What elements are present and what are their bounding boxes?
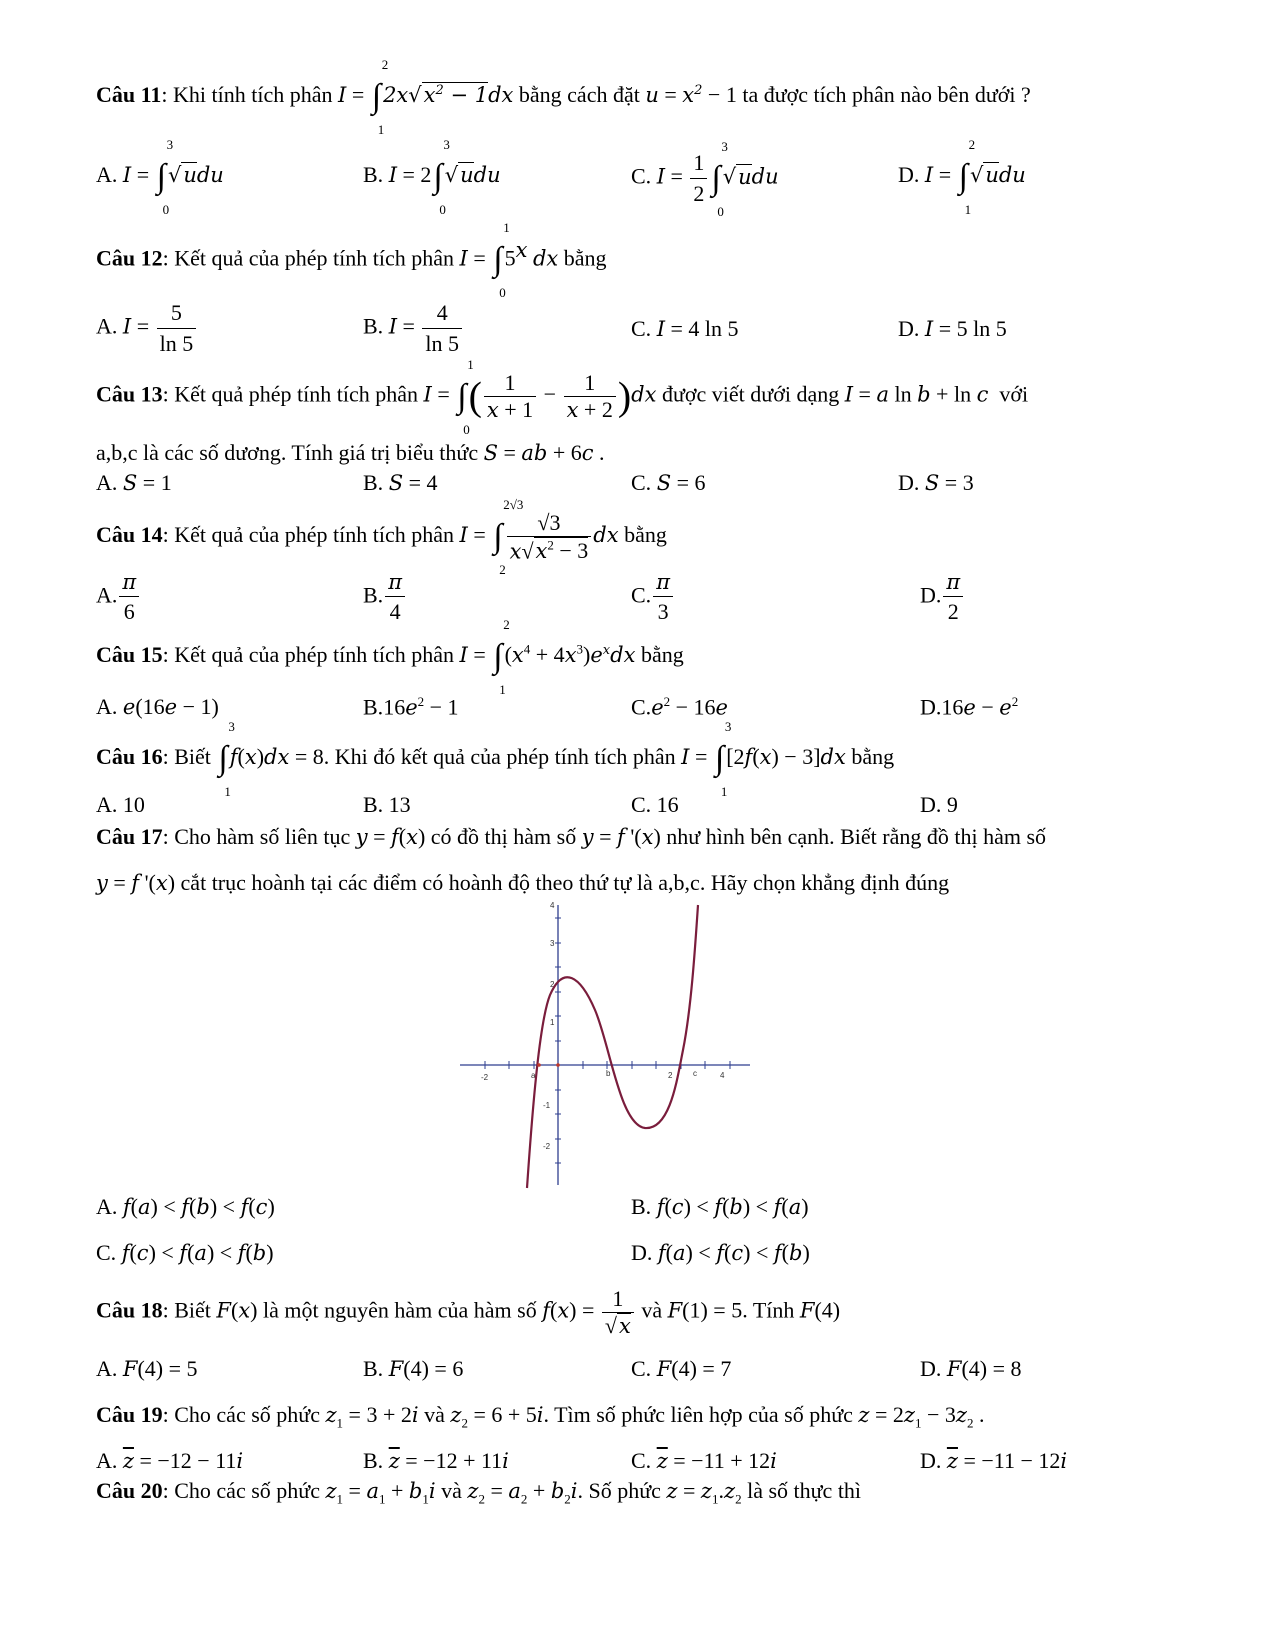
q16-stem: Câu 16: Biết ∫ 3 1 f(x)dx = 8. Khi đó kết quả của phép tính tích phân I = ∫ 3 1 [2f(x) − 3]dx bằng	[96, 719, 895, 799]
q13-option-a[interactable]: A. S = 1	[96, 470, 172, 495]
q18-option-d[interactable]: D. F(4) = 8	[920, 1356, 1022, 1381]
q16-option-a[interactable]: A. 10	[96, 792, 145, 817]
q19-option-d[interactable]: D. $\overline{z} = -11 - 12i$	[920, 1448, 1068, 1473]
q19-option-c[interactable]: C. $\overline{z} = -11 + 12i$	[631, 1448, 777, 1473]
graph-xtick-m2: -2	[481, 1073, 489, 1082]
q13-option-d[interactable]: D. S = 3	[898, 470, 974, 495]
q18-option-c[interactable]: C. F(4) = 7	[631, 1356, 732, 1381]
graph-ytick-m1: -1	[543, 1101, 551, 1110]
q19-option-b[interactable]: B. $\overline{z} = -12 + 11i$	[363, 1448, 509, 1473]
graph-ytick-3: 3	[550, 939, 555, 948]
q17-option-a[interactable]: A. f(a) < f(b) < f(c)	[96, 1194, 275, 1219]
q16-option-c[interactable]: C. 16	[631, 792, 679, 817]
q11-label: Câu 11	[96, 82, 162, 108]
graph-ytick-2: 2	[550, 980, 555, 989]
graph-xtick-4: 4	[720, 1071, 725, 1080]
q17-option-b[interactable]: B. f(c) < f(b) < f(a)	[631, 1194, 809, 1219]
q12-option-a[interactable]: A. I = $\frac{5}{\ln 5}$	[96, 300, 198, 357]
q14-option-a[interactable]: A. $\frac{\pi}{6}$	[96, 570, 141, 625]
q17-stem: Câu 17: Cho hàm số liên tục y = f(x) có đồ thị hàm số y = f '(x) như hình bên cạnh. Biết rằng đồ thị hàm số	[96, 824, 1047, 849]
graph-ytick-m2: -2	[543, 1142, 551, 1151]
q18-option-a[interactable]: A. F(4) = 5	[96, 1356, 198, 1381]
q15-option-c[interactable]: $C.e^2 - 16e$	[631, 694, 728, 720]
q11-option-d[interactable]: D. I = ∫ 2 1 √udu	[898, 137, 1026, 217]
q19-option-a[interactable]: A. $\overline{z} = -12 - 11i$	[96, 1448, 244, 1473]
q13-option-b[interactable]: B. S = 4	[363, 470, 438, 495]
q20-stem: Câu 20: Cho các số phức $z_1 = a_1 + b_1i$ và $z_2 = a_2 + b_2i$. Số phức $z = z_1.z_2$ là số thực thì	[96, 1478, 862, 1507]
q17-line2: y = f '(x) cắt trục hoành tại các điểm có hoành độ theo thứ tự là a,b,c. Hãy chọn khẳng định đúng	[96, 870, 950, 895]
graph-xtick-a: a	[531, 1071, 536, 1080]
graph-ytick-1: 1	[550, 1018, 555, 1027]
q13-line2: a,b,c là các số dương. Tính giá trị biểu thức S = ab + 6c .	[96, 440, 605, 465]
q11-option-a[interactable]: A. I = ∫ 3 0 √udu	[96, 137, 224, 217]
graph-xtick-c-label: c	[693, 1069, 697, 1078]
q16-option-b[interactable]: B. 13	[363, 792, 411, 817]
q12-option-b[interactable]: B. I = $\frac{4}{\ln 5}$	[363, 300, 464, 357]
q14-option-c[interactable]: C. $\frac{\pi}{3}$	[631, 570, 675, 625]
q15-option-a[interactable]: A. e(16e − 1)	[96, 694, 219, 719]
graph-xtick-2: 2	[668, 1071, 673, 1080]
q12-stem: Câu 12: Kết quả của phép tính tích phân I = ∫ 1 0 5$^x$ dx bằng	[96, 220, 607, 301]
q17-option-c[interactable]: C. f(c) < f(a) < f(b)	[96, 1240, 274, 1265]
q19-stem: Câu 19: Cho các số phức $z_1 = 3 + 2i$ và $z_2 = 6 + 5i$. Tìm số phức liên hợp của số phức $z = 2z_1 - 3z_2$ .	[96, 1402, 985, 1431]
q15-stem: Câu 15: Kết quả của phép tính tích phân I = ∫ 2 1 $(x^4 + 4x^3)e^xdx$ bằng	[96, 617, 684, 697]
q13-option-c[interactable]: C. S = 6	[631, 470, 706, 495]
q11-option-c[interactable]: C. I = $\frac{1}{2}$ ∫ 3 0 √udu	[631, 138, 779, 219]
graph-ytick-4: 4	[550, 901, 555, 910]
q14-option-b[interactable]: B. $\frac{\pi}{4}$	[363, 570, 407, 625]
q13-stem: Câu 13: Kết quả phép tính tích phân I = ∫ 1 0 ( $\frac{1}{x + 1}$ − $\frac{1}{x + 2}$ )dx được viết dưới dạng I = a ln b + ln c với	[96, 356, 1029, 437]
q12-option-d[interactable]: D. I = 5 ln 5	[898, 316, 1007, 341]
graph-xtick-b: b	[606, 1069, 611, 1078]
q14-stem: Câu 14: Kết quả của phép tính tích phân I = ∫ 2√3 2 $\frac{√3}{x√x^2 - 3}$ dx bằng	[96, 497, 667, 578]
q15-option-b[interactable]: $B.16e^2 - 1$	[363, 694, 459, 720]
q11-stem: Câu 11: Khi tính tích phân I = ∫ 2 1 $2x√x^2 - 1dx$ bằng cách đặt $u = x^2 - 1$ ta được tích phân nào bên dưới ?	[96, 57, 1031, 137]
q17-option-d[interactable]: D. f(a) < f(c) < f(b)	[631, 1240, 810, 1265]
q18-option-b[interactable]: B. F(4) = 6	[363, 1356, 464, 1381]
q16-option-d[interactable]: D. 9	[920, 792, 958, 817]
q14-option-d[interactable]: D. $\frac{\pi}{2}$	[920, 570, 965, 625]
q15-option-d[interactable]: $D.16e - e^2$	[920, 694, 1019, 720]
q18-stem: Câu 18: Biết F(x) là một nguyên hàm của hàm số f(x) = $\frac{1}{√x}$ và F(1) = 5. Tính F(4)	[96, 1286, 841, 1338]
q12-option-c[interactable]: C. I = 4 ln 5	[631, 316, 739, 341]
q11-option-b[interactable]: B. I = 2∫ 3 0 √udu	[363, 137, 501, 217]
q17-graph	[455, 900, 755, 1190]
